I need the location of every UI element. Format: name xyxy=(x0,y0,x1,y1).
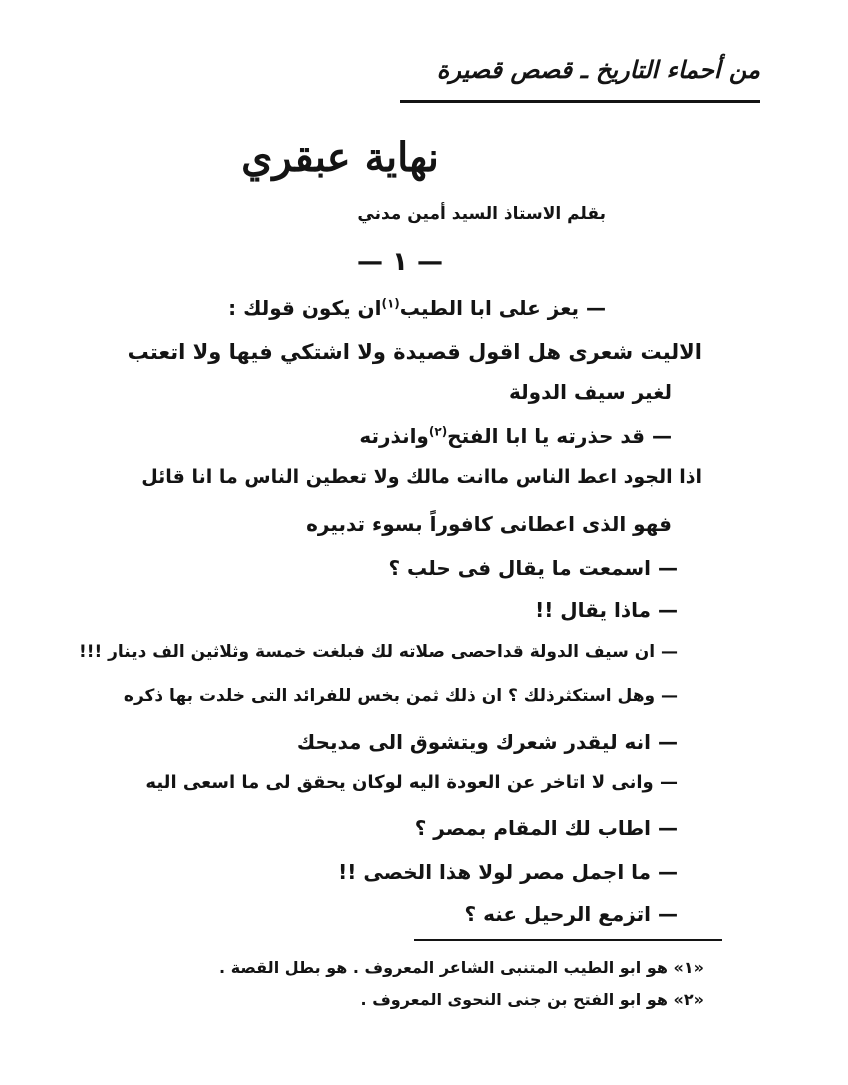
verse-line: لغير سيف الدولة xyxy=(509,380,672,404)
text-line: — قد حذرته يا ابا الفتح$^{(٢)}$وانذرته xyxy=(359,424,672,448)
verse-line: اذا الجود اعط الناس ماانت مالك ولا تعطين الناس ما انا قائل xyxy=(141,466,702,488)
header-underline xyxy=(400,100,760,103)
text-line: — يعز على ابا الطيب$^{(١)}$ان يكون قولك : xyxy=(228,296,606,320)
footnote-1: «١» هو ابو الطيب المتنبى الشاعر المعروف . هو بطل القصة . xyxy=(219,958,704,977)
dialogue-line: — وهل استكثرذلك ؟ ان ذلك ثمن بخس للفرائد التى خلدت بها ذكره xyxy=(123,686,678,706)
verse-line: الاليت شعرى هل اقول قصيدة ولا اشتكي فيها ولا اتعتب xyxy=(127,340,702,364)
section-number: — ١ — xyxy=(357,247,443,277)
series-header: من أحماء التاريخ ـ قصص قصيرة xyxy=(436,56,760,84)
footnote-separator xyxy=(414,939,722,941)
verse-line: فهو الذى اعطانى كافوراً بسوء تدبيره xyxy=(306,512,672,536)
footnote-2: «٢» هو ابو الفتح بن جنى النحوى المعروف . xyxy=(360,990,704,1009)
dialogue-line: — وانى لا اتاخر عن العودة اليه لوكان يحقق لى ما اسعى اليه xyxy=(145,772,678,793)
author-byline: بقلم الاستاذ السيد أمين مدني xyxy=(357,204,606,224)
dialogue-line: — ما اجمل مصر لولا هذا الخصى !! xyxy=(338,860,678,884)
dialogue-line: — ماذا يقال !! xyxy=(535,598,678,622)
dialogue-line: — اطاب لك المقام بمصر ؟ xyxy=(414,816,678,840)
dialogue-line: — اتزمع الرحيل عنه ؟ xyxy=(464,902,678,926)
article-title: نهاية عبقري xyxy=(241,134,439,181)
dialogue-line: — اسمعت ما يقال فى حلب ؟ xyxy=(388,556,678,580)
dialogue-line: — ان سيف الدولة قداحصى صلاته لك فبلغت خمسة وثلاثين الف دينار !!! xyxy=(78,642,678,662)
dialogue-line: — انه ليقدر شعرك ويتشوق الى مديحك xyxy=(296,730,678,754)
